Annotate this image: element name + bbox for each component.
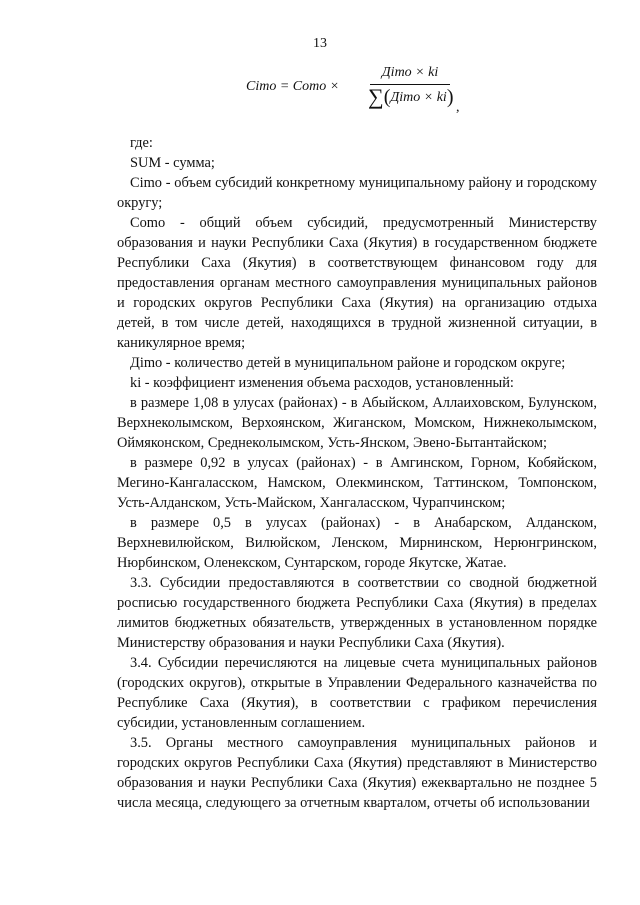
paragraph-ki-definition: ki - коэффициент изменения объема расходов, установленный:	[130, 375, 514, 391]
paragraph-3-3: 3.3. Субсидии предоставляются в соответствии со сводной бюджетной росписью государственного бюджета Республики Саха (Якутия) в пределах лимитов бюджетных обязательств, утвержденных в установленном порядке Министерству образования и науки Республики Саха (Якутия).	[117, 575, 597, 651]
paragraph-3-4: 3.4. Субсидии перечисляются на лицевые счета муниципальных районов (городских округов), открытые в Управлении Федерального казначейства по Республике Саха (Якутия), в соответствии с графиком перечисления субсидии, установленным соглашением.	[117, 655, 597, 731]
body-text	[117, 133, 597, 813]
paragraph-dimo-definition: Дimo - количество детей в муниципальном районе и городском округе;	[130, 355, 566, 371]
sum-sign: ∑	[368, 84, 384, 109]
paragraph-ki-1-08: в размере 1,08 в улусах (районах) - в Абыйском, Аллаиховском, Булунском, Верхнеколымском, Верхоянском, Жиганском, Момском, Нижнеколымском, Оймяконском, Среднеколымском, Усть-Янском, Эвено-Бытантайском;	[117, 395, 597, 451]
open-paren: (	[383, 86, 391, 108]
paragraph-3-5: 3.5. Органы местного самоуправления муниципальных районов и городских округов Республики Саха (Якутия) представляют в Министерство образования и науки Республики Саха (Якутия) ежеквартально не позднее 5 числа месяца, следующего за отчетным кварталом, отчеты об использовании	[117, 735, 597, 811]
formula-denominator-row	[368, 86, 452, 109]
formula-trailing-comma: ,	[456, 100, 460, 115]
paragraph-ki-0-5: в размере 0,5 в улусах (районах) - в Анабарском, Алданском, Верхневилюйском, Вилюйском, Ленском, Мирнинском, Нерюнгринском, Нюрбинском, Оленекском, Сунтарском, городе Якутске, Жатае.	[117, 515, 597, 571]
page-number: 13	[313, 36, 327, 51]
formula-lhs: Cimo = Como ×	[246, 79, 340, 94]
paragraph-como-definition: Como - общий объем субсидий, предусмотренный Министерству образования и науки Республики Саха (Якутия) в государственном бюджете Республики Саха (Якутия) в соответствующем финансовом году для предоставления органам местного самоуправления муниципальных районов и городских округов Республики Саха (Якутия) на организацию отдыха детей, в том числе детей, находящихся в трудной жизненной ситуации, в каникулярное время;	[117, 215, 597, 351]
subsidy-formula	[246, 62, 460, 115]
paragraph-where: где:	[130, 135, 153, 151]
formula-denominator: Дimo × ki	[390, 90, 447, 105]
close-paren: )	[446, 86, 454, 108]
paragraph-sum-definition: SUM - сумма;	[130, 155, 215, 171]
paragraph-ki-0-92: в размере 0,92 в улусах (районах) - в Амгинском, Горном, Кобяйском, Мегино-Кангаласском, Намском, Олекминском, Таттинском, Томпонском, Усть-Алданском, Усть-Майском, Хангаласском, Чурапчинском;	[117, 455, 597, 511]
paragraph-cimo-definition: Cimo - объем субсидий конкретному муниципальному району и городскому округу;	[117, 175, 597, 211]
formula-numerator: Дimo × ki	[381, 65, 439, 80]
